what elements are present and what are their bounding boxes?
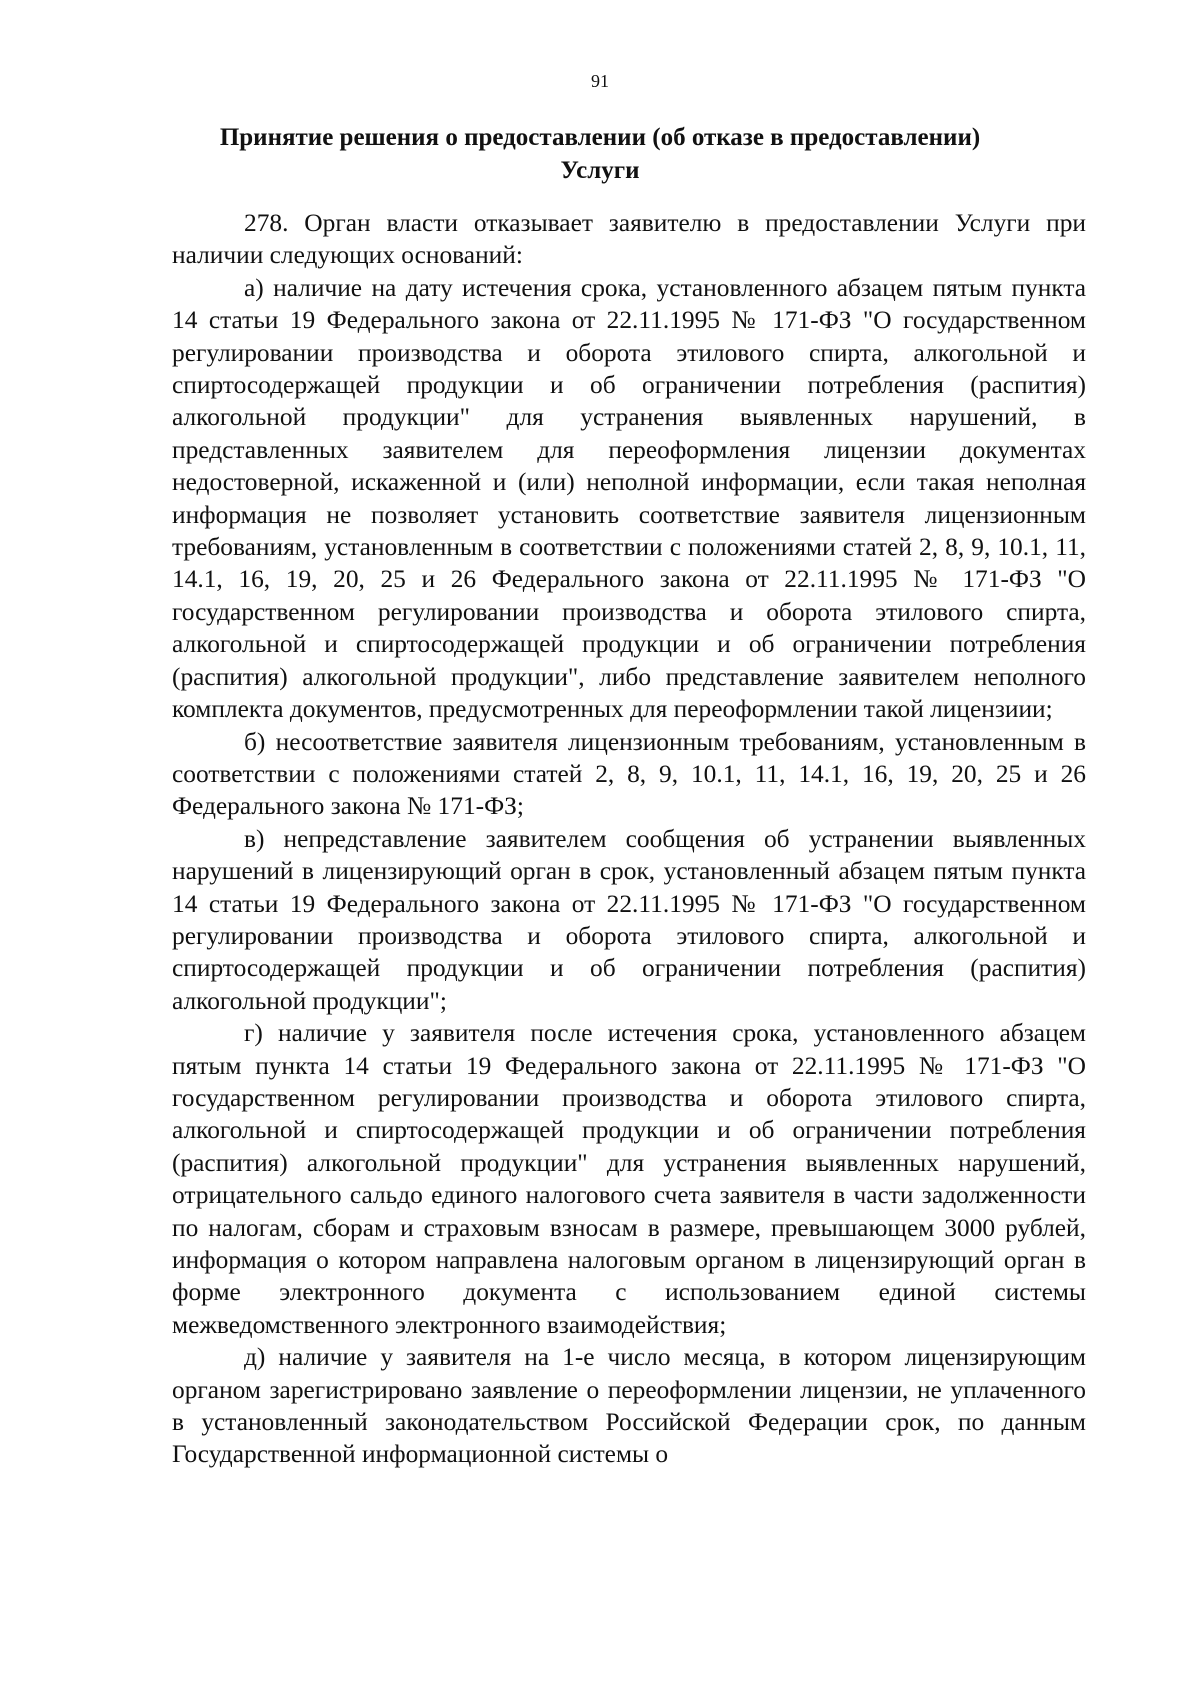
section-title: [150, 121, 1050, 187]
paragraph-item-b: б) несоответствие заявителя лицензионным требованиям, установленным в соответствии с положениями статей 2, 8, 9, 10.1, 11, 14.1, 16, 19, 20, 25 и 26 Федерального закона № 171-ФЗ;: [172, 727, 1086, 821]
paragraph-item-d: д) наличие у заявителя на 1-е число месяца, в котором лицензирующим органом зарегистрировано заявление о переоформлении лицензии, не уплаченного в установленный законодательством Российской Федерации срок, по данным Государственной информационной системы о: [172, 1343, 1086, 1469]
paragraph-item-a: а) наличие на дату истечения срока, установленного абзацем пятым пункта 14 статьи 19 Федерального закона от 22.11.1995 № 171-ФЗ "О государственном регулировании производства и оборота этилового спирта, алкогольной и спиртосодержащей продукции и об ограничении потребления (распития) алкогольной продукции" для устранения выявленных нарушений, в представленных заявителем для переоформления лицензии документах недостоверной, искаженной и (или) неполной информации, если такая неполная информация не позволяет установить соответствие заявителя лицензионным требованиям, установленным в соответствии с положениями статей 2, 8, 9, 10.1, 11, 14.1, 16, 19, 20, 25 и 26 Федерального закона от 22.11.1995 № 171-ФЗ "О государственном регулировании производства и оборота этилового спирта, алкогольной и спиртосодержащей продукции и об ограничении потребления (распития) алкогольной продукции", либо представление заявителем неполного комплекта документов, предусмотренных для переоформлении такой лицензиии;: [172, 273, 1086, 724]
document-body: [172, 207, 1086, 1471]
page-number: 91: [591, 71, 609, 91]
paragraph-item-g: г) наличие у заявителя после истечения срока, установленного абзацем пятым пункта 14 статьи 19 Федерального закона от 22.11.1995 № 171-ФЗ "О государственном регулировании производства и оборота этилового спирта, алкогольной и спиртосодержащей продукции и об ограничении потребления (распития) алкогольной продукции" для устранения выявленных нарушений, отрицательного сальдо единого налогового счета заявителя в части задолженности по налогам, сборам и страховым взносам в размере, превышающем 3000 рублей, информация о котором направлена налоговым органом в лицензирующий орган в форме электронного документа с использованием единой системы межведомственного электронного взаимодействия;: [172, 1019, 1086, 1339]
paragraph-278: 278. Орган власти отказывает заявителю в предоставлении Услуги при наличии следующих оснований:: [172, 209, 1086, 270]
paragraph-item-v: в) непредставление заявителем сообщения об устранении выявленных нарушений в лицензирующий орган в срок, установленный абзацем пятым пункта 14 статьи 19 Федерального закона от 22.11.1995 № 171-ФЗ "О государственном регулировании производства и оборота этилового спирта, алкогольной и спиртосодержащей продукции и об ограничении потребления (распития) алкогольной продукции";: [172, 824, 1086, 1015]
section-title-line-1: Принятие решения о предоставлении (об отказе в предоставлении): [219, 124, 981, 151]
section-title-line-2: Услуги: [560, 157, 640, 184]
